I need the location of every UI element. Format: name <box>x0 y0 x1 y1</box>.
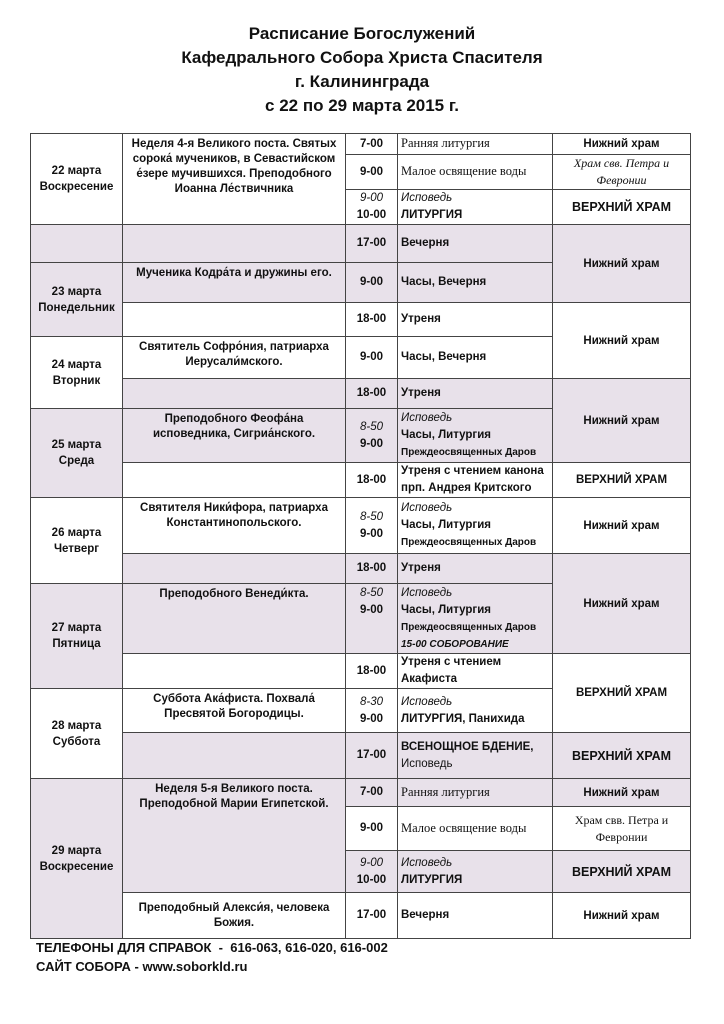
title-line-3: г. Калининграда <box>294 72 430 91</box>
title-line-2: Кафедрального Собора Христа Спасителя <box>181 48 543 67</box>
time-cell: 8-50 9-00 <box>346 409 398 463</box>
service-cell: Утреня с чтением канона прп. Андрея Критского <box>398 463 553 498</box>
service-cell: Исповедь Часы, Литургия Преждеосвященных Даров <box>398 409 553 463</box>
time-cell: 18-00 <box>346 379 398 409</box>
service-cell: Вечерня <box>398 893 553 939</box>
saint-cell: Преподобного Феофа́на исповедника, Сигриа́нского. <box>123 409 346 463</box>
service-cell: Ранняя литургия <box>398 134 553 155</box>
service-cell: Малое освящение воды <box>398 155 553 190</box>
table-row <box>31 779 691 807</box>
time-cell: 18-00 <box>346 463 398 498</box>
service-cell: Утреня с чтением Акафиста <box>398 654 553 689</box>
time-cell: 9-00 <box>346 807 398 851</box>
table-row <box>31 554 691 584</box>
day-cell: 29 марта Воскресение <box>31 779 123 939</box>
saint-cell: Неделя 4-я Великого поста. Святых сорока́ мучеников, в Севастийском е́зере мучившихся. Преподобного Иоанна Ле́ствичника <box>123 134 346 225</box>
saint-cell: Святителя Ники́фора, патриарха Константинопольского. <box>123 498 346 554</box>
time-cell: 9-00 <box>346 263 398 303</box>
day-cell: 25 марта Среда <box>31 409 123 498</box>
service-cell: Исповедь Часы, Литургия Преждеосвященных Даров 15-00 СОБОРОВАНИЕ <box>398 584 553 654</box>
phones-line: ТЕЛЕФОНЫ ДЛЯ СПРАВОК - 616-063, 616-020, 616-002 <box>36 940 388 955</box>
time-cell: 9-00 10-00 <box>346 851 398 893</box>
table-row <box>31 893 691 939</box>
saint-cell: Суббота Ака́фиста. Похвала́ Пресвятой Богородицы. <box>123 689 346 733</box>
service-cell: Малое освящение воды <box>398 807 553 851</box>
location-cell: Нижний храм <box>553 303 691 379</box>
time-cell: 18-00 <box>346 654 398 689</box>
time-cell: 8-50 9-00 <box>346 584 398 654</box>
time-cell: 9-00 <box>346 337 398 379</box>
location-cell: Нижний храм <box>553 498 691 554</box>
time-cell: 17-00 <box>346 733 398 779</box>
title-line-4: с 22 по 29 марта 2015 г. <box>265 96 459 115</box>
time-cell: 8-50 9-00 <box>346 498 398 554</box>
service-cell: ВСЕНОЩНОЕ БДЕНИЕ, Исповедь <box>398 733 553 779</box>
table-row <box>31 225 691 263</box>
day-cell: 24 марта Вторник <box>31 337 123 409</box>
table-row <box>31 379 691 409</box>
day-cell: 27 марта Пятница <box>31 584 123 689</box>
location-cell: ВЕРХНИЙ ХРАМ <box>553 463 691 498</box>
time-cell: 18-00 <box>346 554 398 584</box>
site-link[interactable]: www.soborkld.ru <box>142 959 248 974</box>
time-cell: 8-30 9-00 <box>346 689 398 733</box>
service-cell: Утреня <box>398 303 553 337</box>
table-row <box>31 303 691 337</box>
location-cell: ВЕРХНИЙ ХРАМ <box>553 654 691 733</box>
day-cell: 28 марта Суббота <box>31 689 123 779</box>
schedule-table <box>30 133 691 939</box>
table-row <box>31 498 691 554</box>
service-cell: Утреня <box>398 554 553 584</box>
service-cell: Исповедь ЛИТУРГИЯ <box>398 851 553 893</box>
service-cell: Исповедь ЛИТУРГИЯ <box>398 190 553 225</box>
title-line-1: Расписание Богослужений <box>248 24 476 43</box>
location-cell: ВЕРХНИЙ ХРАМ <box>553 851 691 893</box>
table-row <box>31 733 691 779</box>
location-cell: ВЕРХНИЙ ХРАМ <box>553 190 691 225</box>
day-cell: 23 марта Понедельник <box>31 263 123 337</box>
service-cell: Ранняя литургия <box>398 779 553 807</box>
time-cell: 18-00 <box>346 303 398 337</box>
day-cell: 26 марта Четверг <box>31 498 123 584</box>
day-cell: 22 марта Воскресение <box>31 134 123 225</box>
location-cell: ВЕРХНИЙ ХРАМ <box>553 733 691 779</box>
service-cell: Часы, Вечерня <box>398 337 553 379</box>
location-cell: Нижний храм <box>553 225 691 303</box>
service-cell: Исповедь Часы, Литургия Преждеосвященных Даров <box>398 498 553 554</box>
location-cell: Храм свв. Петра и Февронии <box>553 807 691 851</box>
table-row <box>31 463 691 498</box>
service-cell: Вечерня <box>398 225 553 263</box>
contacts <box>36 938 388 976</box>
site-line: САЙТ СОБОРА - www.soborkld.ru <box>36 959 248 974</box>
saint-cell: Преподобный Алекси́я, человека Божия. <box>123 893 346 939</box>
service-cell: Утреня <box>398 379 553 409</box>
time-cell: 7-00 <box>346 134 398 155</box>
time-cell: 9-00 <box>346 155 398 190</box>
saint-cell: Мученика Кодра́та и дружины его. <box>123 263 346 303</box>
table-row <box>31 134 691 155</box>
time-cell: 9-00 10-00 <box>346 190 398 225</box>
location-cell: Нижний храм <box>553 893 691 939</box>
table-row <box>31 654 691 689</box>
location-cell: Нижний храм <box>553 779 691 807</box>
saint-cell: Преподобного Венеди́кта. <box>123 584 346 654</box>
saint-cell: Святитель Софро́ния, патриарха Иерусали́мского. <box>123 337 346 379</box>
saint-cell: Неделя 5-я Великого поста. Преподобной Марии Египетской. <box>123 779 346 893</box>
phones-value: 616-063, 616-020, 616-002 <box>230 940 388 955</box>
service-cell: Часы, Вечерня <box>398 263 553 303</box>
location-cell: Нижний храм <box>553 134 691 155</box>
service-cell: Исповедь ЛИТУРГИЯ, Панихида <box>398 689 553 733</box>
time-cell: 7-00 <box>346 779 398 807</box>
location-cell: Нижний храм <box>553 554 691 654</box>
page-title <box>0 22 724 118</box>
location-cell: Нижний храм <box>553 379 691 463</box>
location-cell: Храм свв. Петра и Февронии <box>553 155 691 190</box>
time-cell: 17-00 <box>346 225 398 263</box>
time-cell: 17-00 <box>346 893 398 939</box>
